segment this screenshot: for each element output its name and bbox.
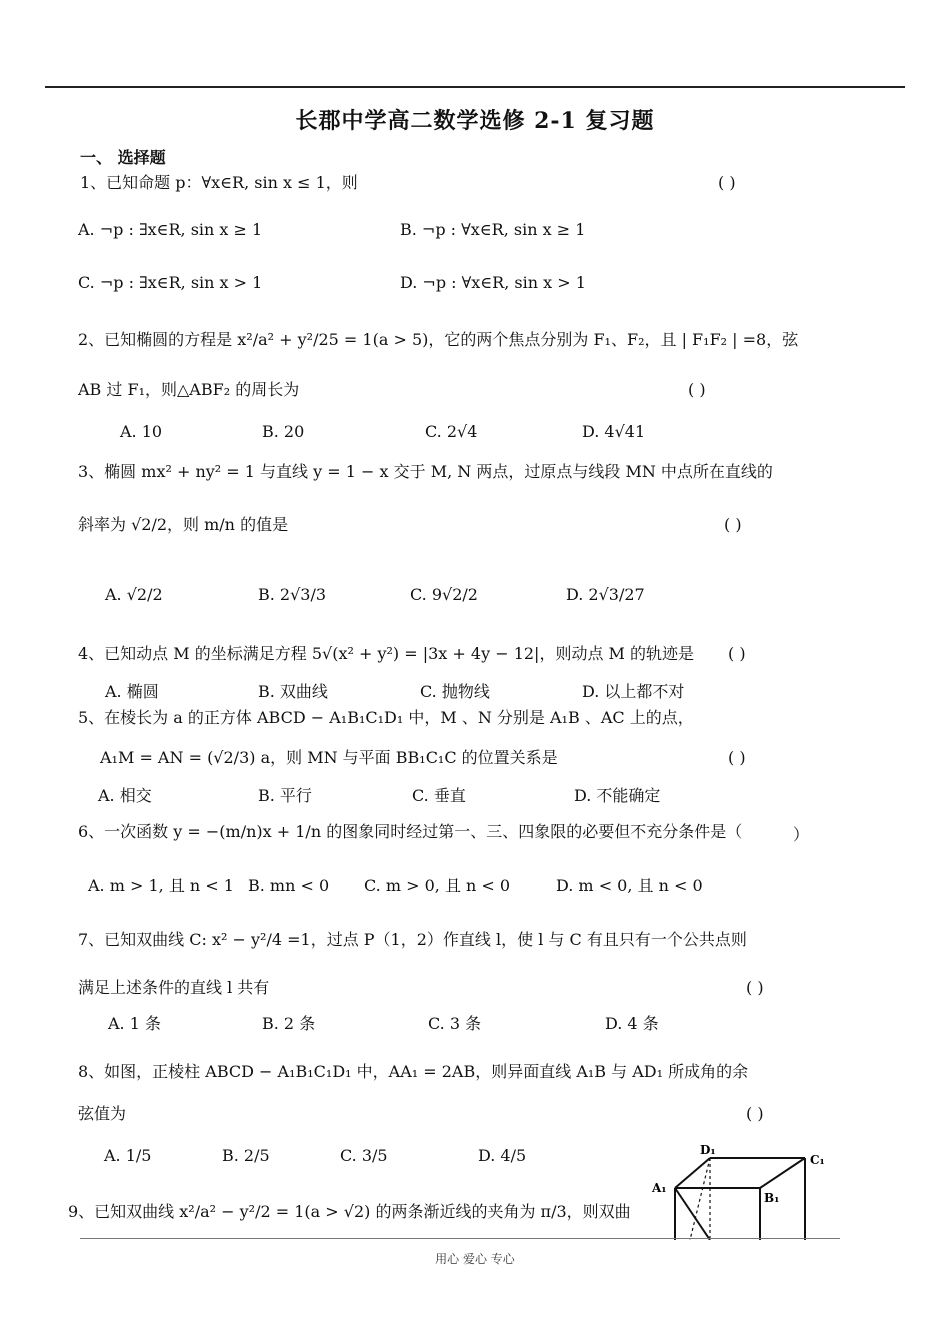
question-3-stem-line2: 斜率为 √2/2，则 m/n 的值是 [78, 515, 289, 534]
question-5-option-b: B. 平行 [258, 786, 312, 805]
question-7-stem: 7、已知双曲线 C: x² − y²/4 =1，过点 P（1，2）作直线 l，使 l 与 C 有且只有一个公共点则 [78, 930, 747, 949]
question-1-option-a: A. ¬p : ∃x∈R, sin x ≥ 1 [78, 220, 263, 239]
prism-figure [650, 1140, 850, 1240]
question-3-answer-blank: ( ) [724, 515, 742, 534]
page-title: 长郡中学高二数学选修 2-1 复习题 [295, 108, 655, 134]
question-6-option-b: B. mn < 0 [248, 876, 330, 895]
question-4-option-b: B. 双曲线 [258, 682, 328, 701]
figure-label-d1: D₁ [700, 1143, 716, 1157]
question-2-option-a: A. 10 [120, 422, 163, 441]
question-1-stem: 1、已知命题 p：∀x∈R, sin x ≤ 1，则 [80, 173, 358, 192]
question-3-option-a: A. √2/2 [105, 585, 163, 604]
question-8-option-d: D. 4/5 [478, 1146, 527, 1165]
question-1-option-b: B. ¬p : ∀x∈R, sin x ≥ 1 [400, 220, 586, 239]
bottom-rule [80, 1238, 840, 1239]
figure-label-a1: A₁ [652, 1181, 667, 1195]
question-5-stem-line2: A₁M = AN = (√2/3) a，则 MN 与平面 BB₁C₁C 的位置关系是 [100, 748, 558, 767]
question-5-answer-blank: ( ) [728, 748, 746, 767]
question-5-option-a: A. 相交 [98, 786, 152, 805]
question-2-option-d: D. 4√41 [582, 422, 646, 441]
question-3-option-c: C. 9√2/2 [410, 585, 478, 604]
question-6-option-a: A. m > 1, 且 n < 1 [88, 876, 234, 895]
question-6-stem: 6、一次函数 y = −(m/n)x + 1/n 的图象同时经过第一、三、四象限的必要但不充分条件是（ [78, 822, 743, 841]
question-4-option-a: A. 椭圆 [105, 682, 159, 701]
question-6-option-d: D. m < 0, 且 n < 0 [556, 876, 703, 895]
question-8-stem-line2: 弦值为 [78, 1104, 127, 1123]
question-7-option-c: C. 3 条 [428, 1014, 482, 1033]
question-9-stem: 9、已知双曲线 x²/a² − y²/2 = 1(a > √2) 的两条渐近线的夹角为 π/3，则双曲 [68, 1202, 631, 1221]
question-4-answer-blank: ( ) [728, 644, 746, 663]
question-5-stem: 5、在棱长为 a 的正方体 ABCD − A₁B₁C₁D₁ 中，M 、N 分别是 A₁B 、AC 上的点， [78, 708, 694, 727]
question-3-option-b: B. 2√3/3 [258, 585, 327, 604]
page-footer: 用心 爱心 专心 [435, 1252, 515, 1266]
question-7-answer-blank: ( ) [746, 978, 764, 997]
question-8-answer-blank: ( ) [746, 1104, 764, 1123]
question-5-option-c: C. 垂直 [412, 786, 466, 805]
question-5-option-d: D. 不能确定 [574, 786, 661, 805]
question-4-option-d: D. 以上都不对 [582, 682, 685, 701]
question-8-option-c: C. 3/5 [340, 1146, 388, 1165]
figure-label-b1: B₁ [764, 1191, 780, 1205]
question-1-option-d: D. ¬p : ∀x∈R, sin x > 1 [400, 273, 586, 292]
question-4-stem: 4、已知动点 M 的坐标满足方程 5√(x² + y²) = |3x + 4y − 12|，则动点 M 的轨迹是 [78, 644, 695, 663]
question-8-option-b: B. 2/5 [222, 1146, 270, 1165]
question-7-option-b: B. 2 条 [262, 1014, 316, 1033]
question-2-option-c: C. 2√4 [425, 422, 478, 441]
question-1-answer-blank: ( ) [718, 173, 736, 192]
section-heading: 一、 选择题 [80, 148, 166, 167]
question-2-stem-line2: AB 过 F₁，则△ABF₂ 的周长为 [78, 380, 300, 399]
question-2-stem: 2、已知椭圆的方程是 x²/a² + y²/25 = 1(a > 5)，它的两个焦点分别为 F₁、F₂，且 | F₁F₂ | =8，弦 [78, 330, 799, 349]
figure-label-c1: C₁ [810, 1153, 825, 1167]
question-8-stem: 8、如图，正棱柱 ABCD − A₁B₁C₁D₁ 中，AA₁ = 2AB，则异面直线 A₁B 与 AD₁ 所成角的余 [78, 1062, 749, 1081]
top-rule [45, 86, 905, 88]
question-2-answer-blank: ( ) [688, 380, 706, 399]
question-4-option-c: C. 抛物线 [420, 682, 490, 701]
question-7-option-a: A. 1 条 [108, 1014, 161, 1033]
question-6-option-c: C. m > 0, 且 n < 0 [364, 876, 511, 895]
question-3-stem: 3、椭圆 mx² + ny² = 1 与直线 y = 1 − x 交于 M, N 两点，过原点与线段 MN 中点所在直线的 [78, 462, 773, 481]
question-1-option-c: C. ¬p : ∃x∈R, sin x > 1 [78, 273, 263, 292]
question-7-option-d: D. 4 条 [605, 1014, 659, 1033]
question-7-stem-line2: 满足上述条件的直线 l 共有 [78, 978, 270, 997]
question-6-answer-blank: ） [793, 825, 810, 844]
question-3-option-d: D. 2√3/27 [566, 585, 645, 604]
question-2-option-b: B. 20 [262, 422, 305, 441]
question-8-option-a: A. 1/5 [104, 1146, 152, 1165]
